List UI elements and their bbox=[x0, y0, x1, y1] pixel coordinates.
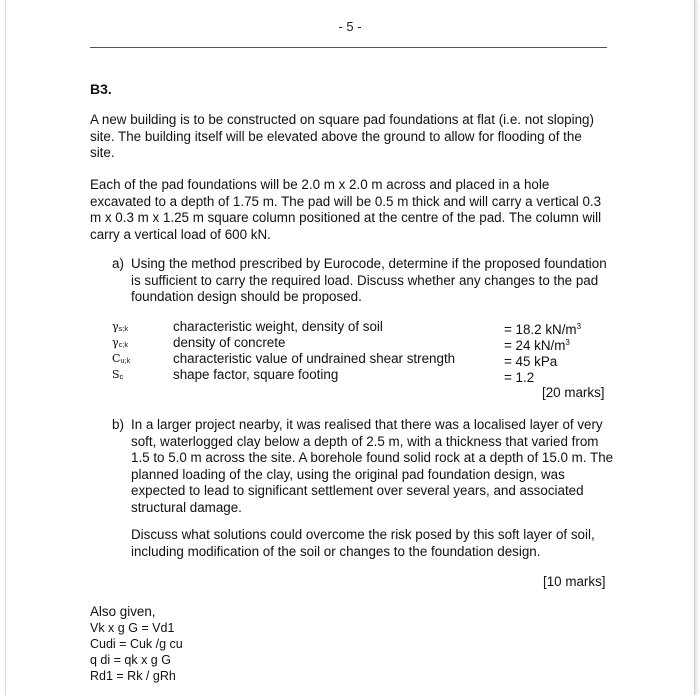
part-b-label: b) bbox=[112, 417, 124, 432]
parameter-description: characteristic value of undrained shear strength bbox=[173, 351, 456, 366]
page-number: - 5 - bbox=[338, 19, 362, 34]
parameter-symbol: $S_c$ bbox=[112, 368, 124, 381]
part-b-text: In a larger project nearby, it was realised that there was a localised layer of very soft, waterlogged clay below a depth of 2.5 m, with a thickness that varied from 1.5 to 5.0 m across the site. A borehole found solid rock at a depth of 15.0 m. The planned loading of the clay, using the original pad foundation design, was expected to lead to significant settlement over several years, and associated structural damage. bbox=[131, 417, 614, 515]
parameter-symbol: $C_{u;k}$ bbox=[112, 352, 131, 365]
parameter-symbol: $\gamma_{c;k}$ bbox=[112, 336, 129, 349]
part-b-marks: [10 marks] bbox=[543, 574, 606, 589]
part-a-label: a) bbox=[112, 256, 124, 271]
parameter-table bbox=[112, 319, 612, 383]
intro-paragraph-1: A new building is to be constructed on square pad foundations at flat (i.e. not sloping) site. The building itself will be elevated above the ground to allow for flooding of the site. bbox=[90, 112, 594, 160]
part-b-discuss bbox=[112, 527, 617, 560]
parameter-value: = 24 $kN/m^3$ bbox=[504, 338, 570, 353]
parameter-row bbox=[112, 367, 612, 383]
part-b-discuss-text: Discuss what solutions could overcome the risk posed by this soft layer of soil, including modification of the soil or changes to the foundation design. bbox=[131, 527, 595, 559]
parameter-row bbox=[112, 351, 612, 367]
part-a bbox=[112, 256, 617, 306]
parameter-description: density of concrete bbox=[173, 335, 286, 350]
parameter-value: = 45 kPa bbox=[504, 354, 558, 369]
question-heading: B3. bbox=[90, 81, 112, 97]
intro-paragraph-2: Each of the pad foundations will be 2.0 m x 2.0 m across and placed in a hole excavated to a depth of 1.75 m. The pad will be 0.5 m thick and will carry a vertical 0.3 m x 0.3 m x 1.25 m square column positioned at the centre of the pad. The column will carry a vertical load of 600 kN. bbox=[90, 177, 602, 242]
parameter-row bbox=[112, 319, 612, 335]
parameter-symbol: $\gamma_{s;k}$ bbox=[112, 320, 129, 333]
equation-3: q di = qk x g G bbox=[90, 653, 171, 667]
parameter-description: characteristic weight, density of soil bbox=[173, 319, 383, 334]
part-a-text: Using the method prescribed by Eurocode, determine if the proposed foundation is sufficient to carry the required load. Discuss whether any changes to the pad foundation design should be proposed. bbox=[131, 256, 607, 304]
given-equations bbox=[90, 604, 183, 684]
parameter-value: = 18.2 $kN/m^3$ bbox=[504, 322, 582, 337]
parameter-value: = 1.2 bbox=[504, 370, 535, 385]
equation-1: Vk x g G = Vd1 bbox=[90, 621, 175, 635]
given-title: Also given, bbox=[90, 604, 156, 619]
equation-4: Rd1 = Rk / gRh bbox=[90, 669, 176, 683]
parameter-row bbox=[112, 335, 612, 351]
part-a-marks: [20 marks] bbox=[542, 385, 605, 400]
part-b bbox=[112, 417, 617, 516]
header-divider bbox=[90, 47, 607, 48]
equation-2: Cudi = Cuk /g cu bbox=[90, 637, 183, 651]
parameter-description: shape factor, square footing bbox=[173, 367, 339, 382]
